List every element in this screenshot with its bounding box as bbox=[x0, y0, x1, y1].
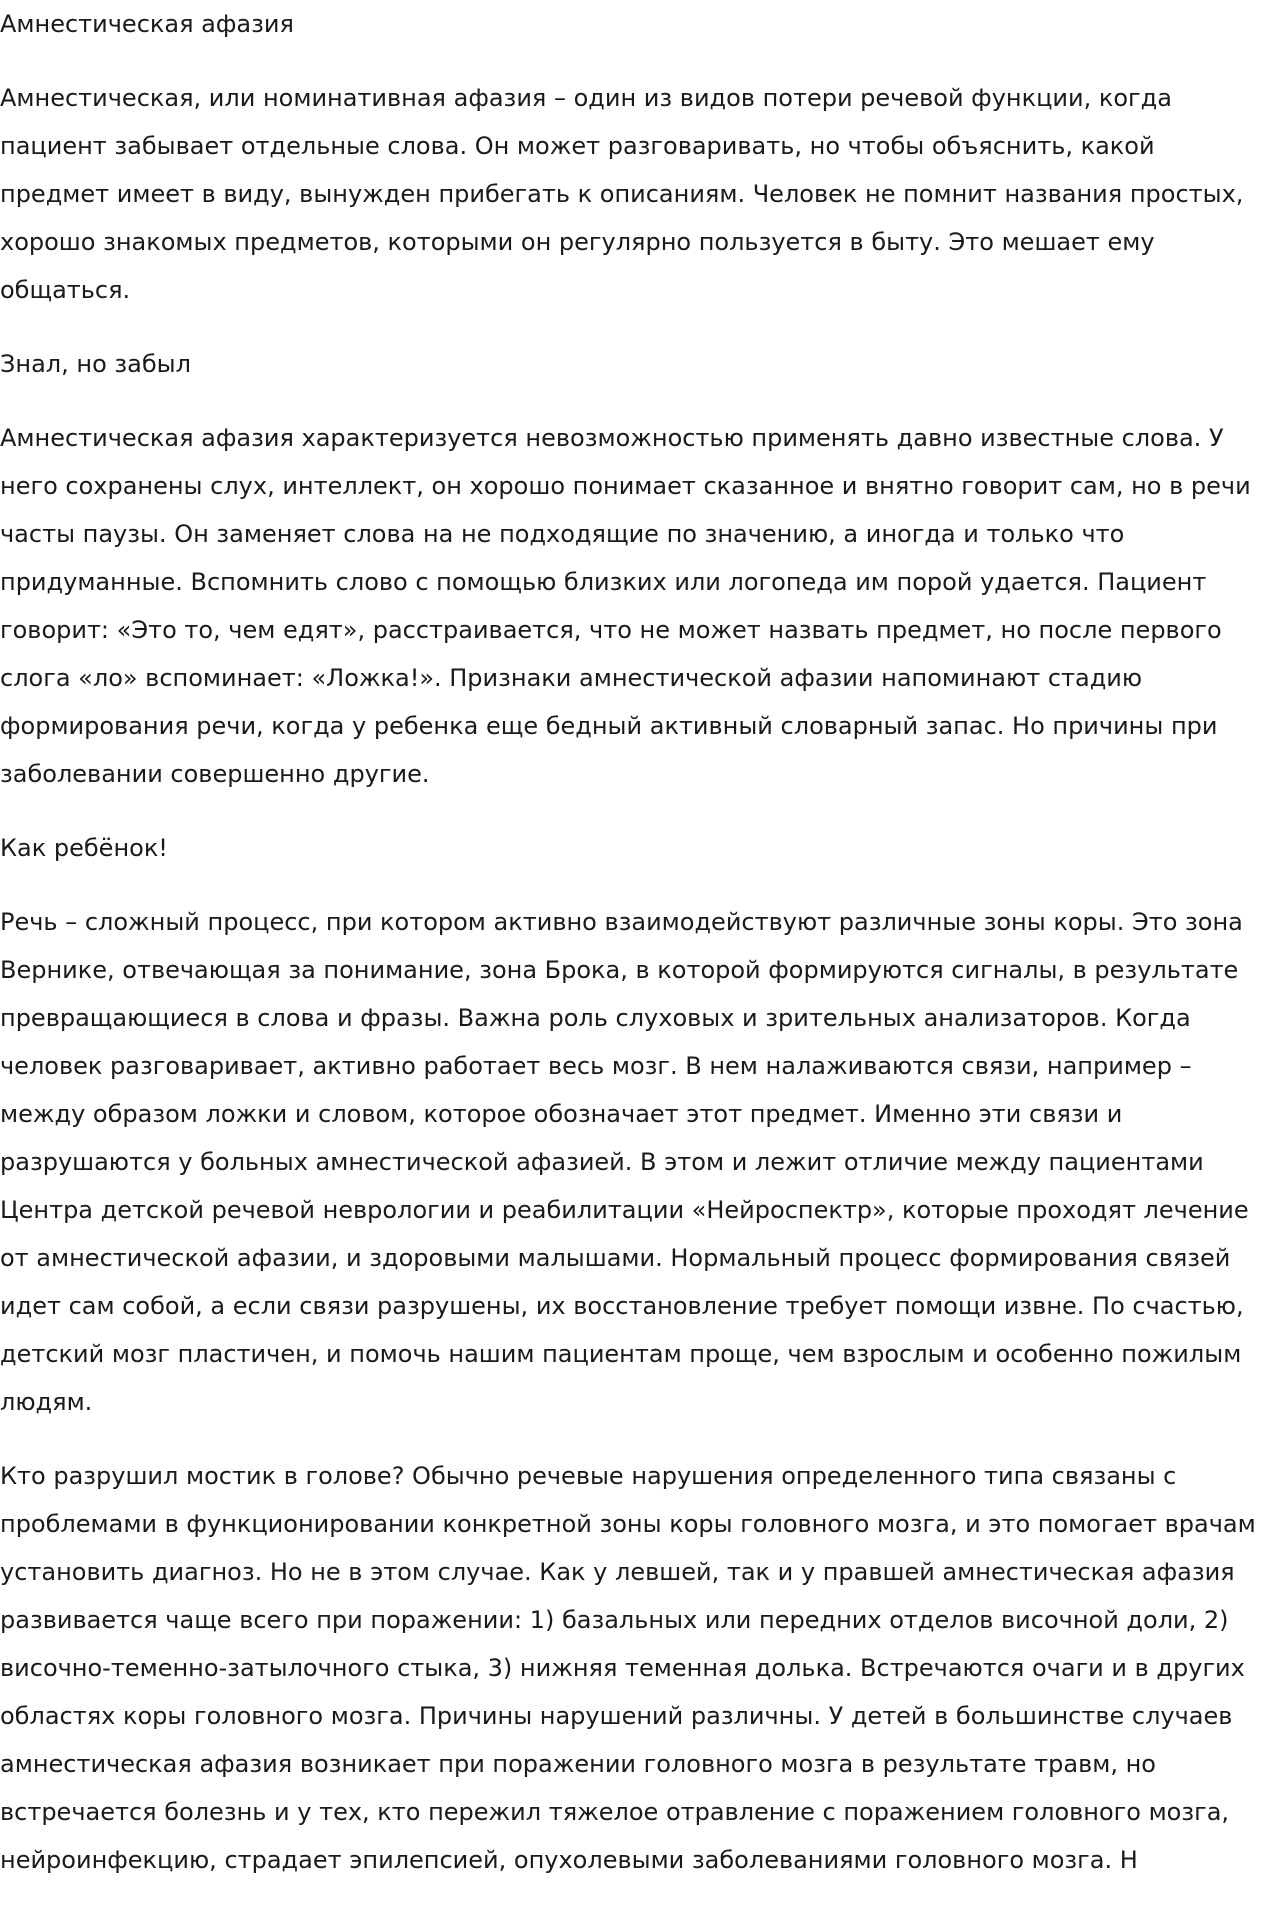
article-title: Амнестическая афазия bbox=[0, 10, 294, 38]
paragraph-speech-process: Речь – сложный процесс, при котором активно взаимодействуют различные зоны коры. Это зона Вернике, отвечающая за понимание, зона Брока, в которой формируются сигналы, в результате превращающиеся в слова и фразы. Важна роль слуховых и зрительных анализаторов. Когда человек разговаривает, активно работает весь мозг. В нем налаживаются связи, например – между образом ложки и словом, которое обозначает этот предмет. Именно эти связи и разрушаются у больных амнестической афазией. В этом и лежит отличие между пациентами Центра детской речевой неврологии и реабилитации «Нейроспектр», которые проходят лечение от амнестической афазии, и здоровыми малышами. Нормальный процесс формирования связей идет сам собой, а если связи разрушены, их восстановление требует помощи извне. По счастью, детский мозг пластичен, и помочь нашим пациентам проще, чем взрослым и особенно пожилым людям. bbox=[0, 908, 1249, 1416]
paragraph-causes: Кто разрушил мостик в голове? Обычно речевые нарушения определенного типа связаны с проблемами в функционировании конкретной зоны коры головного мозга, и это помогает врачам установить диагноз. Но не в этом случае. Как у левшей, так и у правшей амнестическая афазия развивается чаще всего при поражении: 1) базальных или передних отделов височной доли, 2) височно-теменно-затылочного стыка, 3) нижняя теменная долька. Встречаются очаги и в других областях коры головного мозга. Причины нарушений различны. У детей в большинстве случаев амнестическая афазия возникает при поражении головного мозга в результате травм, но встречается болезнь и у тех, кто пережил тяжелое отравление с поражением головного мозга, нейроинфекцию, страдает эпилепсией, опухолевыми заболеваниями головного мозга. Н bbox=[0, 1462, 1256, 1874]
paragraph-intro: Амнестическая, или номинативная афазия – один из видов потери речевой функции, когда пациент забывает отдельные слова. Он может разговаривать, но чтобы объяснить, какой предмет имеет в виду, вынужден прибегать к описаниям. Человек не помнит названия простых, хорошо знакомых предметов, которыми он регулярно пользуется в быту. Это мешает ему общаться. bbox=[0, 84, 1244, 304]
paragraph-symptoms: Амнестическая афазия характеризуется невозможностью применять давно известные слова. У него сохранены слух, интеллект, он хорошо понимает сказанное и внятно говорит сам, но в речи часты паузы. Он заменяет слова на не подходящие по значению, а иногда и только что придуманные. Вспомнить слово с помощью близких или логопеда им порой удается. Пациент говорит: «Это то, чем едят», расстраивается, что не может назвать предмет, но после первого слога «ло» вспоминает: «Ложка!». Признаки амнестической афазии напоминают стадию формирования речи, когда у ребенка еще бедный активный словарный запас. Но причины при заболевании совершенно другие. bbox=[0, 424, 1251, 788]
section-heading-like-child: Как ребёнок! bbox=[0, 834, 168, 862]
section-heading-forgot: Знал, но забыл bbox=[0, 350, 191, 378]
